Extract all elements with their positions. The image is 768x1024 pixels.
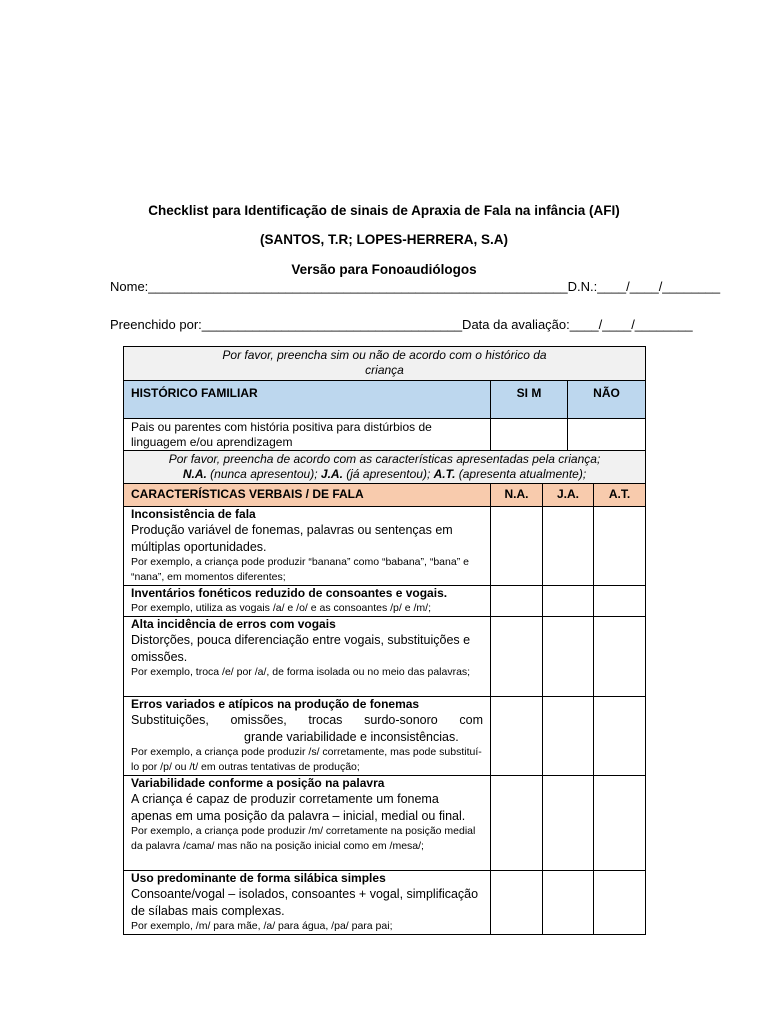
item-title: Inconsistência de fala: [131, 507, 256, 521]
item-example: Por exemplo, a criança pode produzir /s/ corretamente, mas pode substituí-lo por /p/ ou /t/ em outras tentativas de produção;: [131, 746, 482, 773]
na-checkbox-cell[interactable]: [491, 617, 543, 697]
historico-instruction: Por favor, preencha sim ou não de acordo com o histórico da criança: [124, 347, 646, 381]
caracteristicas-header: CARACTERÍSTICAS VERBAIS / DE FALA: [124, 484, 491, 507]
item-cell: [124, 586, 491, 617]
na-column-header: N.A.: [491, 484, 543, 507]
at-checkbox-cell[interactable]: [594, 586, 646, 617]
table-row: [124, 871, 646, 935]
historico-row-text: Pais ou parentes com história positiva para distúrbios de linguagem e/ou aprendizagem: [124, 419, 491, 451]
item-cell: [124, 697, 491, 776]
legend-ja-desc: (já apresentou);: [342, 467, 434, 481]
na-checkbox-cell[interactable]: [491, 697, 543, 776]
caracteristicas-instruction: [124, 451, 646, 484]
at-checkbox-cell[interactable]: [594, 507, 646, 586]
table-row: [124, 586, 646, 617]
ja-checkbox-cell[interactable]: [543, 871, 594, 935]
legend-at-desc: (apresenta atualmente);: [455, 467, 587, 481]
item-description: Produção variável de fonemas, palavras ou sentenças em múltiplas oportunidades.: [131, 523, 453, 554]
table-row: [124, 617, 646, 697]
at-checkbox-cell[interactable]: [594, 617, 646, 697]
legend-at: A.T.: [433, 467, 456, 481]
nao-checkbox-cell[interactable]: [568, 419, 646, 451]
at-checkbox-cell[interactable]: [594, 871, 646, 935]
ja-checkbox-cell[interactable]: [543, 586, 594, 617]
item-title: Uso predominante de forma silábica simples: [131, 871, 386, 885]
ja-column-header: J.A.: [543, 484, 594, 507]
item-example: Por exemplo, troca /e/ por /a/, de forma isolada ou no meio das palavras;: [131, 666, 471, 678]
na-checkbox-cell[interactable]: [491, 586, 543, 617]
instruction-line: Por favor, preencha de acordo com as características apresentadas pela criança;: [168, 452, 601, 466]
sim-checkbox-cell[interactable]: [491, 419, 568, 451]
legend-ja: J.A.: [320, 467, 343, 481]
table-row: [124, 697, 646, 776]
item-description-line2: grande variabilidade e inconsistências.: [244, 729, 459, 744]
historico-familiar-header: HISTÓRICO FAMILIAR: [124, 381, 491, 419]
at-checkbox-cell[interactable]: [594, 697, 646, 776]
item-title: Alta incidência de erros com vogais: [131, 617, 336, 631]
document-version: Versão para Fonoaudiólogos: [291, 262, 477, 277]
document-title: Checklist para Identificação de sinais de Apraxia de Fala na infância (AFI): [148, 203, 620, 218]
item-title: Variabilidade conforme a posição na palavra: [131, 776, 385, 790]
item-title: Inventários fonéticos reduzido de consoantes e vogais.: [131, 586, 448, 600]
sim-column-header: SI M: [491, 381, 568, 419]
ja-checkbox-cell[interactable]: [543, 507, 594, 586]
table-row: [124, 776, 646, 871]
item-example: Por exemplo, a criança pode produzir “banana” como “babana”, “bana” e “nana”, em momentos diferentes;: [131, 556, 469, 583]
preenchido-field-line[interactable]: Preenchido por:____________________________________Data da avaliação:____/____/________: [110, 317, 693, 332]
legend-na: N.A.: [182, 467, 207, 481]
item-description-line1: Substituições, omissões, trocas surdo-sonoro com: [131, 713, 483, 727]
item-example: Por exemplo, utiliza as vogais /a/ e /o/ e as consoantes /p/ e /m/;: [131, 602, 431, 614]
item-description: Distorções, pouca diferenciação entre vogais, substituições e omissões.: [131, 633, 471, 664]
item-cell: [124, 776, 491, 871]
nao-column-header: NÃO: [568, 381, 646, 419]
at-column-header: A.T.: [594, 484, 646, 507]
item-cell: [124, 871, 491, 935]
na-checkbox-cell[interactable]: [491, 507, 543, 586]
item-cell: [124, 507, 491, 586]
legend-na-desc: (nunca apresentou);: [206, 467, 321, 481]
item-example: Por exemplo, /m/ para mãe, /a/ para água, /pa/ para pai;: [131, 920, 393, 932]
at-checkbox-cell[interactable]: [594, 776, 646, 871]
ja-checkbox-cell[interactable]: [543, 776, 594, 871]
item-description: Consoante/vogal – isolados, consoantes + vogal, simplificação de sílabas mais complexas.: [131, 887, 479, 918]
item-example: Por exemplo, a criança pode produzir /m/ corretamente na posição medial da palavra /cama/ mas não na posição inicial como em /mesa/;: [131, 825, 476, 852]
item-title: Erros variados e atípicos na produção de fonemas: [131, 697, 420, 711]
ja-checkbox-cell[interactable]: [543, 697, 594, 776]
document-authors: (SANTOS, T.R; LOPES-HERRERA, S.A): [259, 232, 509, 247]
checklist-table: [123, 346, 646, 935]
item-description: A criança é capaz de produzir corretamente um fonema apenas em uma posição da palavra – inicial, medial ou final.: [131, 792, 466, 823]
item-cell: [124, 617, 491, 697]
ja-checkbox-cell[interactable]: [543, 617, 594, 697]
table-row: [124, 507, 646, 586]
na-checkbox-cell[interactable]: [491, 776, 543, 871]
nome-field-line[interactable]: Nome:__________________________________________________________D.N.:____/____/________: [110, 279, 721, 294]
na-checkbox-cell[interactable]: [491, 871, 543, 935]
